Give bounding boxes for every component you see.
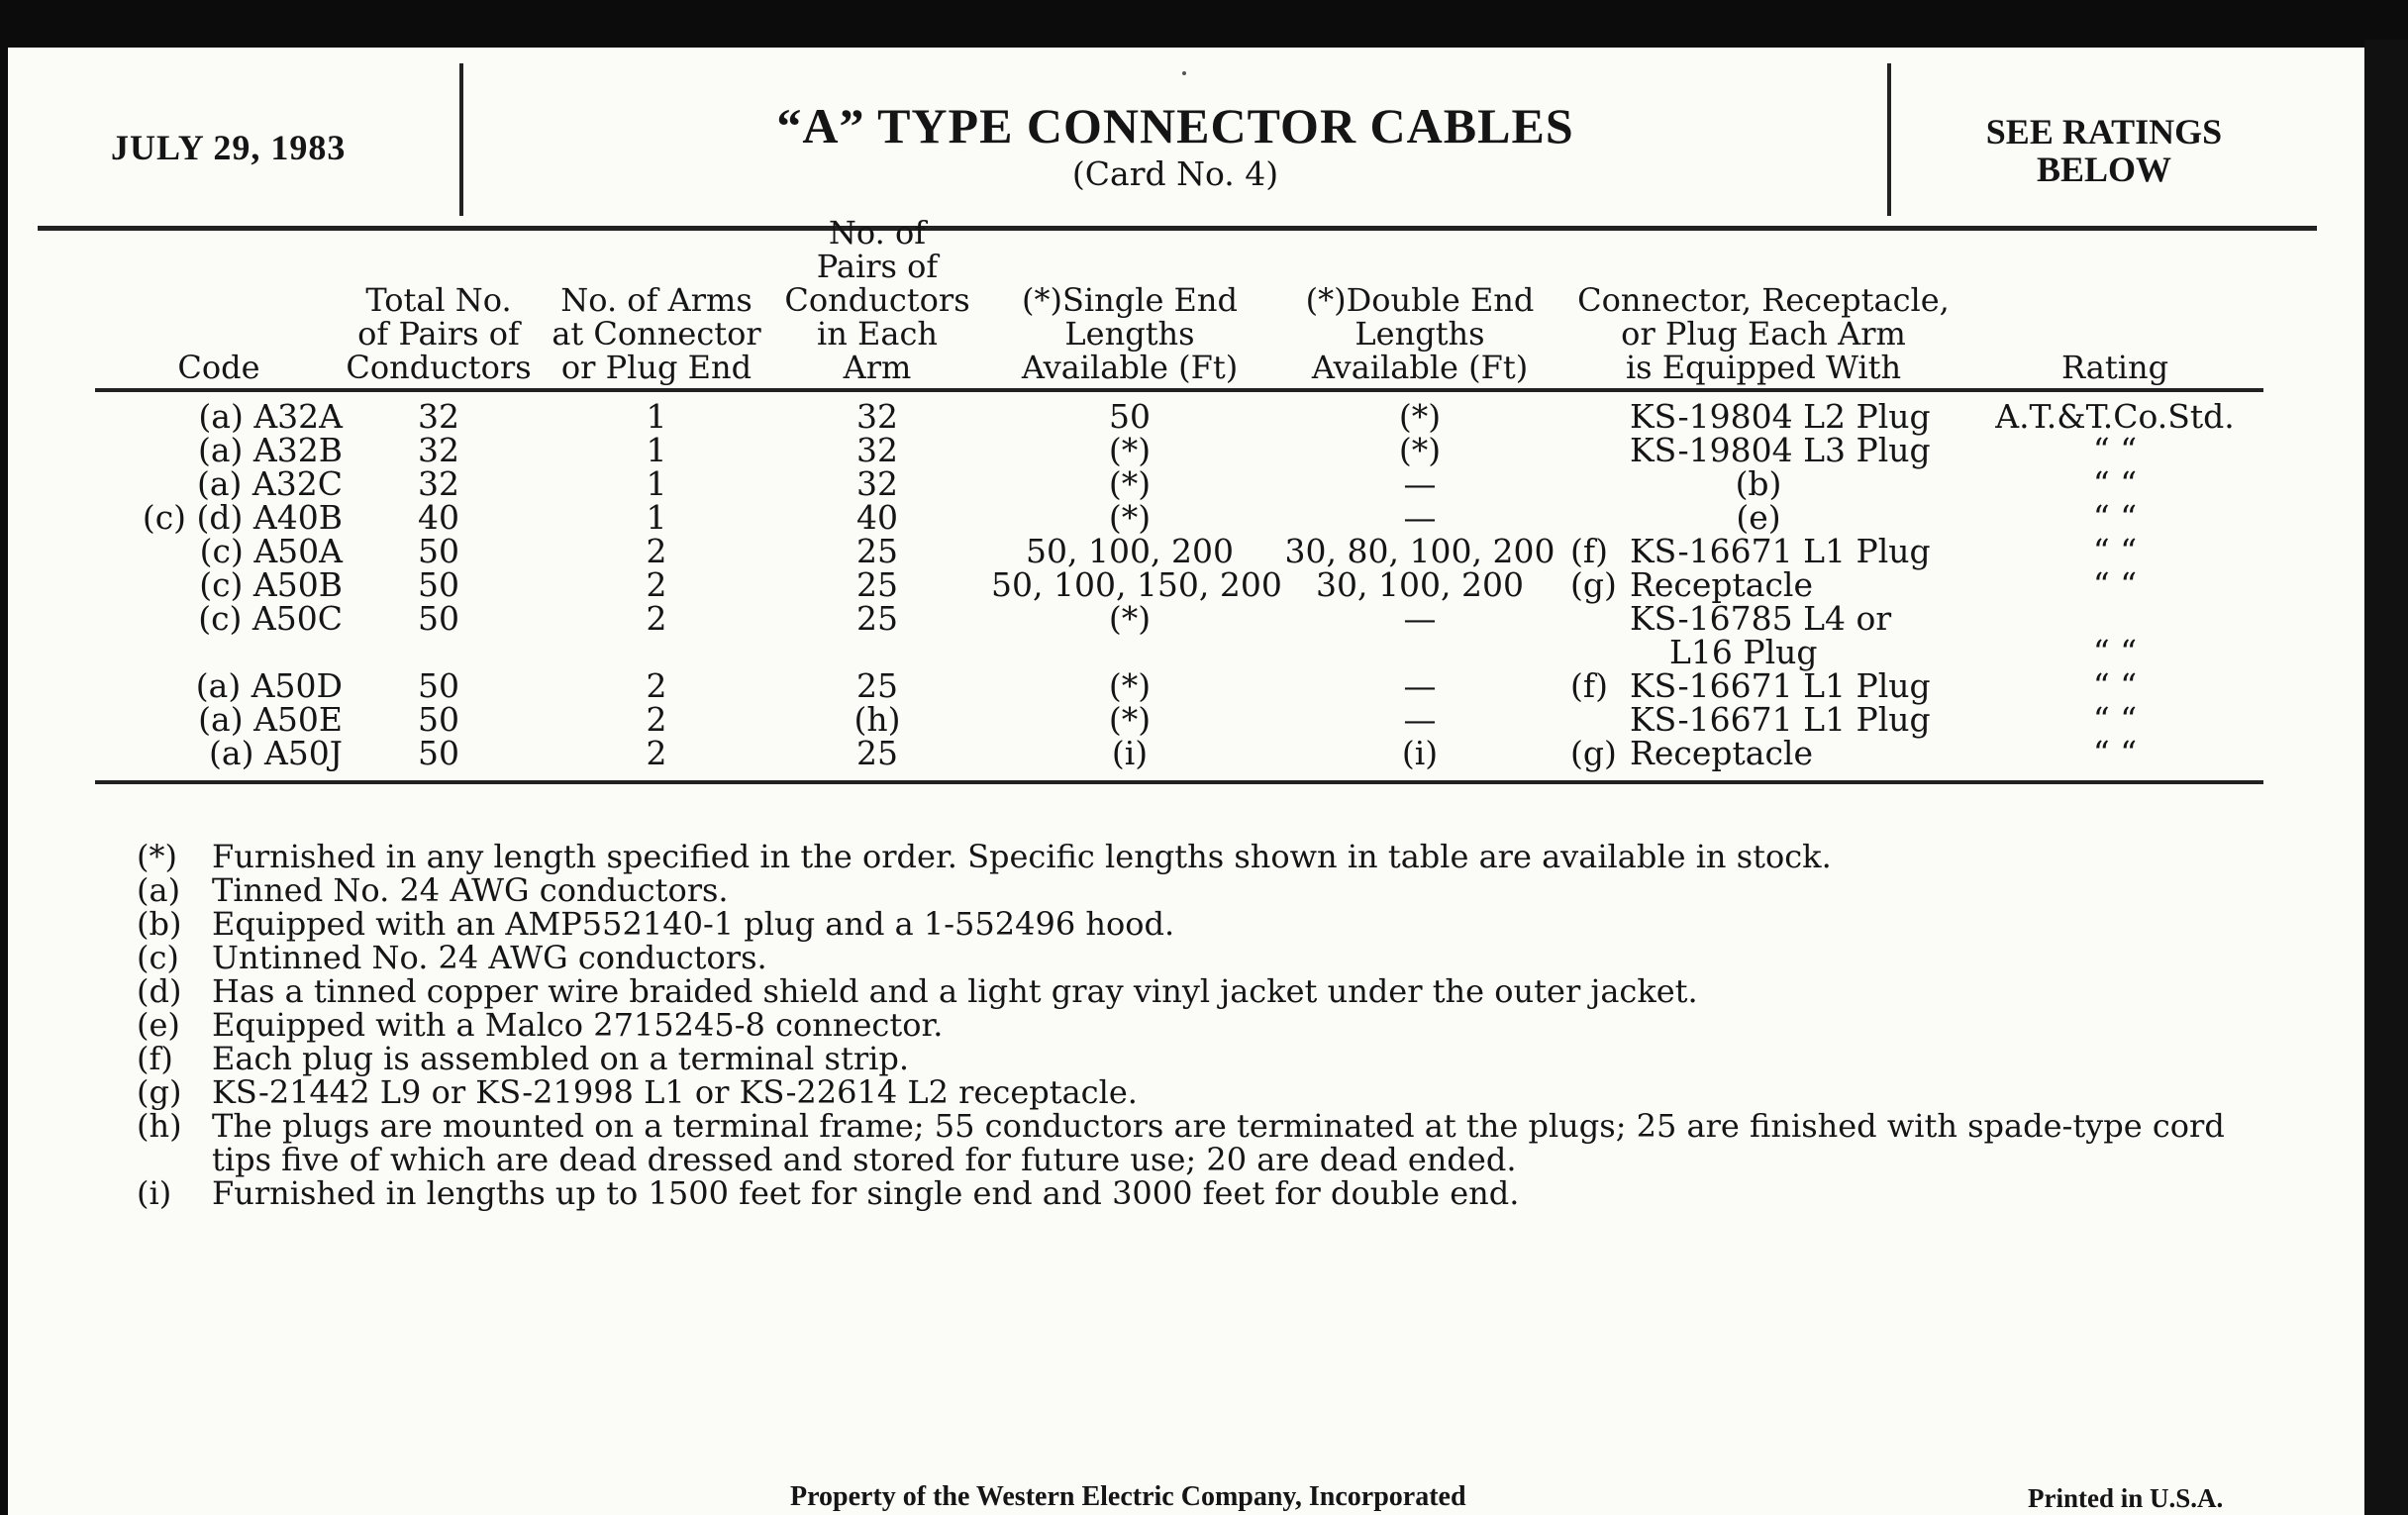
code-cell: (a) A50J xyxy=(209,734,343,772)
page-title: “A” TYPE CONNECTOR CABLES xyxy=(776,98,1574,153)
footnote xyxy=(137,1075,2275,1109)
column-header xyxy=(345,236,533,384)
single-end-cell: (*) xyxy=(1108,464,1152,503)
column-header-line: Lengths xyxy=(1064,315,1195,353)
property-notice: Property of the Western Electric Company, Incorporated xyxy=(790,1481,1466,1512)
connector-text: KS-19804 L3 Plug xyxy=(1630,431,1931,469)
connector-cell xyxy=(1570,666,1956,705)
double-end-cell: — xyxy=(1403,464,1437,503)
footnote-text: Equipped with a Malco 2715245-8 connector. xyxy=(212,1006,944,1044)
arms-cell: 2 xyxy=(646,532,667,570)
pairs-per-arm-cell: 32 xyxy=(856,464,898,503)
double-end-cell: (*) xyxy=(1398,431,1442,469)
column-header xyxy=(991,236,1268,384)
table-header-rule xyxy=(95,388,2263,392)
table-row xyxy=(95,700,2263,739)
footnote-text: KS-21442 L9 or KS-21998 L1 or KS-22614 L2 receptacle. xyxy=(212,1073,1138,1111)
connector-cell xyxy=(1570,700,1956,739)
pairs-per-arm-cell: 25 xyxy=(856,565,898,604)
column-header-line: of Pairs of xyxy=(357,315,520,353)
column-header-line: (*)Single End xyxy=(1021,281,1238,319)
document-card xyxy=(8,48,2364,1515)
arms-cell: 2 xyxy=(646,700,667,739)
arms-cell: 1 xyxy=(646,431,667,469)
footnote-key: (f) xyxy=(137,1040,173,1077)
footnote xyxy=(137,873,2275,907)
total-pairs-cell: 50 xyxy=(418,599,459,638)
page-subtitle: (Card No. 4) xyxy=(1071,154,1279,193)
footnote-key: (*) xyxy=(137,838,177,875)
column-header xyxy=(543,236,770,384)
column-header-line: is Equipped With xyxy=(1625,349,1902,386)
column-header xyxy=(1281,236,1558,384)
ratings-line: SEE RATINGS xyxy=(1985,112,2223,152)
footnote-text: Each plug is assembled on a terminal strip. xyxy=(212,1040,909,1077)
table-row xyxy=(95,599,2263,671)
table-row xyxy=(95,532,2263,570)
rating-cell: “ “ xyxy=(2092,633,2138,671)
footnote-key: (h) xyxy=(137,1107,182,1145)
column-header xyxy=(1966,236,2263,384)
footnote-text: The plugs are mounted on a terminal frame; 55 conductors are terminated at the plugs; 25 are finished with spade-type cord tips five of which are dead dressed and stored for future use; 20 are dead ended. xyxy=(212,1107,2225,1178)
connector-note-ref: (g) xyxy=(1570,565,1617,604)
column-header-line: Available (Ft) xyxy=(1311,349,1529,386)
connector-text: Receptacle xyxy=(1630,565,1814,604)
header xyxy=(38,59,2317,216)
connector-text: (e) xyxy=(1736,498,1781,537)
single-end-cell: 50, 100, 200 xyxy=(1026,532,1234,570)
table-row xyxy=(95,666,2263,705)
footnote-text: Furnished in lengths up to 1500 feet for single end and 3000 feet for double end. xyxy=(212,1174,1520,1212)
column-header-line: Conductors xyxy=(346,349,532,386)
total-pairs-cell: 32 xyxy=(418,397,459,436)
code-cell: (c) A50B xyxy=(199,565,343,604)
connector-text: KS-19804 L2 Plug xyxy=(1630,397,1931,436)
connector-note-ref: (f) xyxy=(1570,532,1608,570)
double-end-cell: — xyxy=(1403,599,1437,638)
footnote xyxy=(137,1008,2275,1042)
total-pairs-cell: 50 xyxy=(418,565,459,604)
footnote-text: Furnished in any length specified in the order. Specific lengths shown in table are available in stock. xyxy=(212,838,1832,875)
total-pairs-cell: 40 xyxy=(418,498,459,537)
code-cell: (a) A32B xyxy=(198,431,343,469)
connector-cell xyxy=(1570,397,1956,436)
single-end-cell: (*) xyxy=(1108,431,1152,469)
column-header-line: Total No. xyxy=(365,281,512,319)
rating-cell: “ “ xyxy=(2092,666,2138,705)
column-header-line: Available (Ft) xyxy=(1021,349,1239,386)
single-end-cell: (*) xyxy=(1108,498,1152,537)
footnote-key: (g) xyxy=(137,1073,182,1111)
code-cell: (c) A50C xyxy=(198,599,343,638)
footnote-key: (e) xyxy=(137,1006,180,1044)
column-header-line: No. of xyxy=(828,214,927,252)
rating-cell: “ “ xyxy=(2092,565,2138,604)
column-header xyxy=(1560,236,1966,384)
table-row xyxy=(95,397,2263,436)
footnote xyxy=(137,941,2275,974)
connector-text: KS-16785 L4 or xyxy=(1630,599,1892,638)
double-end-cell: — xyxy=(1403,666,1437,705)
double-end-cell: 30, 80, 100, 200 xyxy=(1284,532,1555,570)
connector-note-ref: (g) xyxy=(1570,734,1617,772)
total-pairs-cell: 50 xyxy=(418,666,459,705)
single-end-cell: 50, 100, 150, 200 xyxy=(991,565,1282,604)
connector-text: KS-16671 L1 Plug xyxy=(1630,532,1931,570)
connector-cell xyxy=(1570,464,1956,503)
connector-cell xyxy=(1570,498,1956,537)
code-cell: (a) A50E xyxy=(198,700,343,739)
pairs-per-arm-cell: 25 xyxy=(856,599,898,638)
footnote-text: Untinned No. 24 AWG conductors. xyxy=(212,939,767,976)
pairs-per-arm-cell: 25 xyxy=(856,734,898,772)
footnote xyxy=(137,840,2275,873)
footnote xyxy=(137,1109,2275,1176)
column-header xyxy=(95,236,343,384)
footnote xyxy=(137,1176,2275,1210)
arms-cell: 2 xyxy=(646,565,667,604)
footnote-text: Equipped with an AMP552140-1 plug and a 1-552496 hood. xyxy=(212,905,1175,943)
pairs-per-arm-cell: 40 xyxy=(856,498,898,537)
printed-notice: Printed in U.S.A. xyxy=(2028,1483,2224,1513)
table-bottom-rule xyxy=(95,780,2263,784)
connector-text: KS-16671 L1 Plug xyxy=(1630,700,1931,739)
column-header-line: or Plug End xyxy=(560,349,752,386)
total-pairs-cell: 50 xyxy=(418,734,459,772)
column-header-line: in Each Arm xyxy=(817,315,938,386)
single-end-cell: (*) xyxy=(1108,700,1152,739)
double-end-cell: 30, 100, 200 xyxy=(1316,565,1524,604)
rating-cell: “ “ xyxy=(2092,532,2138,570)
single-end-cell: 50 xyxy=(1109,397,1151,436)
connector-note-ref: (f) xyxy=(1570,666,1608,705)
connector-text: Receptacle xyxy=(1630,734,1814,772)
total-pairs-cell: 32 xyxy=(418,431,459,469)
column-header-line: (*)Double End xyxy=(1305,281,1535,319)
double-end-cell: (i) xyxy=(1401,734,1439,772)
single-end-cell: (i) xyxy=(1111,734,1149,772)
table-row xyxy=(95,734,2263,772)
column-header-line: or Plug Each Arm xyxy=(1621,315,1906,353)
column-header-line: Rating xyxy=(2060,349,2169,386)
code-cell: (a) A32C xyxy=(197,464,343,503)
code-cell: (c) (d) A40B xyxy=(142,498,343,537)
pairs-per-arm-cell: 32 xyxy=(856,397,898,436)
column-header-line: Lengths xyxy=(1354,315,1485,353)
rating-cell: “ “ xyxy=(2092,734,2138,772)
column-header xyxy=(778,214,976,386)
total-pairs-cell: 32 xyxy=(418,464,459,503)
code-cell: (c) A50A xyxy=(199,532,343,570)
arms-cell: 2 xyxy=(646,666,667,705)
footnote xyxy=(137,907,2275,941)
double-end-cell: — xyxy=(1403,498,1437,537)
footnote-key: (i) xyxy=(137,1174,172,1212)
single-end-cell: (*) xyxy=(1108,599,1152,638)
arms-cell: 2 xyxy=(646,599,667,638)
table-row xyxy=(95,498,2263,537)
connector-cell xyxy=(1570,431,1956,469)
total-pairs-cell: 50 xyxy=(418,532,459,570)
header-rule xyxy=(38,226,2317,231)
arms-cell: 2 xyxy=(646,734,667,772)
table-row xyxy=(95,565,2263,604)
ratings-line: BELOW xyxy=(2036,150,2172,189)
total-pairs-cell: 50 xyxy=(418,700,459,739)
pairs-per-arm-cell: 25 xyxy=(856,532,898,570)
connector-cell xyxy=(1570,532,1956,570)
footnote-key: (d) xyxy=(137,972,182,1010)
footnote-key: (c) xyxy=(137,939,179,976)
rating-cell: “ “ xyxy=(2092,700,2138,739)
arms-cell: 1 xyxy=(646,464,667,503)
connector-cell xyxy=(1570,734,1956,772)
arms-cell: 1 xyxy=(646,498,667,537)
pairs-per-arm-cell: (h) xyxy=(853,700,901,739)
column-header-line: Connector, Receptacle, xyxy=(1577,281,1950,319)
footnote-key: (a) xyxy=(137,871,181,909)
column-header-line: Code xyxy=(177,349,260,386)
column-header-line: at Connector xyxy=(552,315,761,353)
connector-text: KS-16671 L1 Plug xyxy=(1630,666,1931,705)
connector-cell xyxy=(1570,599,1956,671)
column-header-line: No. of Arms xyxy=(560,281,752,319)
connector-cell xyxy=(1570,565,1956,604)
pairs-per-arm-cell: 32 xyxy=(856,431,898,469)
connector-text: (b) xyxy=(1735,464,1782,503)
rating-cell: “ “ xyxy=(2092,464,2138,503)
column-header-line: Conductors xyxy=(784,281,970,319)
single-end-cell: (*) xyxy=(1108,666,1152,705)
pairs-per-arm-cell: 25 xyxy=(856,666,898,705)
ratings-note xyxy=(1891,113,2317,188)
footnote xyxy=(137,1042,2275,1075)
column-header-line: Pairs of xyxy=(816,248,939,285)
date: JULY 29, 1983 xyxy=(111,128,347,167)
code-cell: (a) A50D xyxy=(195,666,343,705)
rating-cell: “ “ xyxy=(2092,498,2138,537)
table-body xyxy=(95,397,2263,772)
connector-text-continued: L16 Plug xyxy=(1669,633,1818,671)
footnote-text: Has a tinned copper wire braided shield and a light gray vinyl jacket under the outer jacket. xyxy=(212,972,1698,1010)
table-row xyxy=(95,431,2263,469)
footnote-key: (b) xyxy=(137,905,182,943)
footnotes xyxy=(137,840,2275,1210)
double-end-cell: — xyxy=(1403,700,1437,739)
code-cell: (a) A32A xyxy=(198,397,343,436)
arms-cell: 1 xyxy=(646,397,667,436)
table-row xyxy=(95,464,2263,503)
rating-cell: A.T.&T.Co.Std. xyxy=(1995,397,2235,436)
scan-border xyxy=(2364,40,2408,1515)
footnote xyxy=(137,974,2275,1008)
rating-cell: “ “ xyxy=(2092,431,2138,469)
footnote-text: Tinned No. 24 AWG conductors. xyxy=(212,871,729,909)
double-end-cell: (*) xyxy=(1398,397,1442,436)
